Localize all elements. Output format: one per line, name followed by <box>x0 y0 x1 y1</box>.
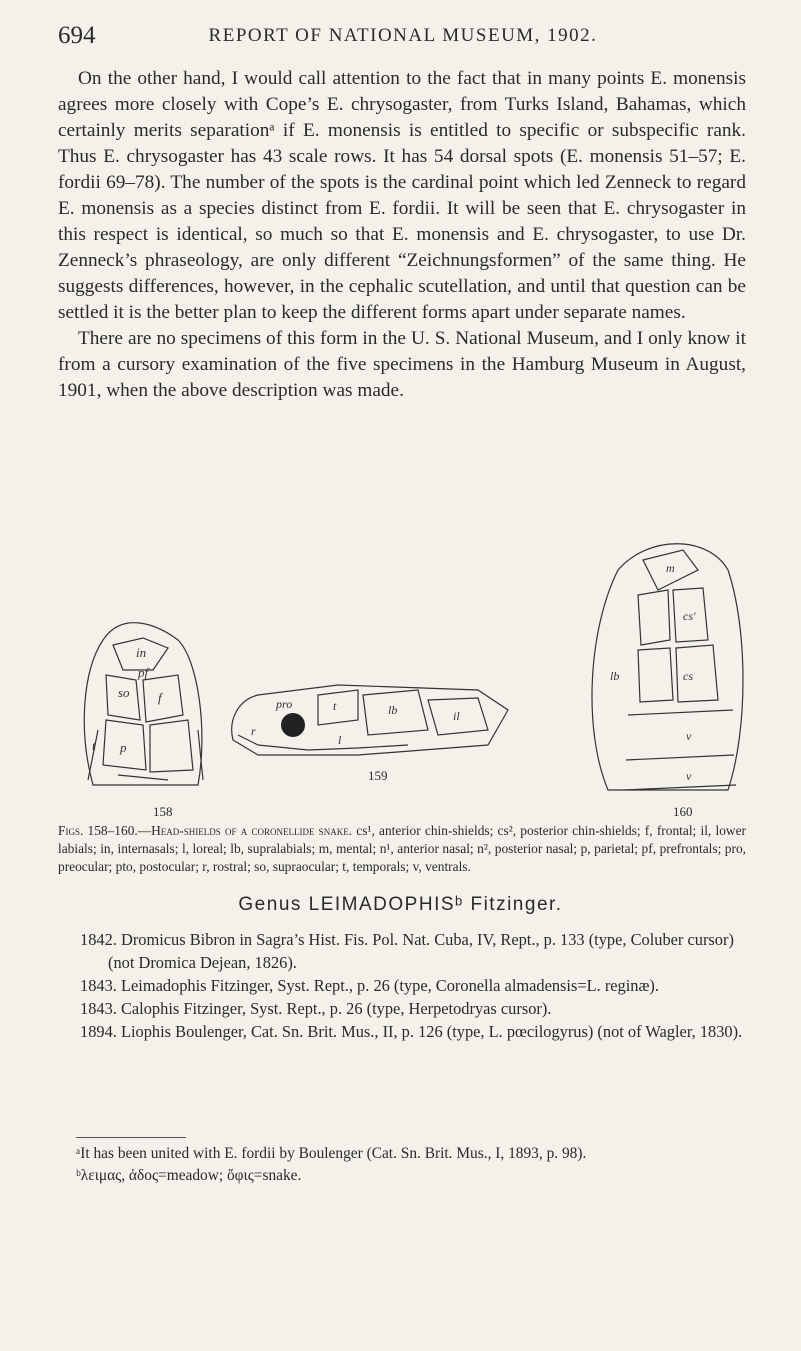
figure-number-158: 158 <box>153 804 173 819</box>
figure-label: cs <box>683 669 693 683</box>
figure-number-159: 159 <box>368 768 388 783</box>
figure-caption <box>58 822 746 876</box>
figure-label: so <box>118 685 130 700</box>
page-header <box>58 22 748 54</box>
paragraph-1: On the other hand, I would call attention to the fact that in many points E. monensis agrees more closely with Cope’s E. chrysogaster, from Turks Island, Bahamas, which certainly merits separationᵃ if E. monensis is entitled to specific or subspecific rank. Thus E. chrysogaster has 43 scale rows. It has 54 dorsal spots (E. monensis 51–57; E. fordii 69–78). The number of the spots is the cardinal point which led Zenneck to regard E. monensis as a species distinct from E. fordii. It will be seen that E. chrysogaster in this respect is identical, so much so that E. monensis and E. chrysogaster, to use Dr. Zenneck’s phraseology, are only different “Zeichnungsformen” of the same thing. He suggests differences, however, in the cephalic scutellation, and until that question can be settled it is the better plan to keep the different forms apart under separate names. <box>58 68 746 323</box>
synonymy-entry: 1842. Dromicus Bibron in Sagra’s Hist. Fis. Pol. Nat. Cuba, IV, Rept., p. 133 (type, Coluber cursor) (not Dromica Dejean, 1826). <box>80 930 734 972</box>
figure-label: r <box>251 724 256 738</box>
figure-label: pro <box>276 697 293 711</box>
figure-label: pf <box>138 665 149 680</box>
figure-label: f <box>158 690 162 705</box>
synonymy-entry: 1894. Liophis Boulenger, Cat. Sn. Brit. Mus., II, p. 126 (type, L. pœcilogyrus) (not of Wagler, 1830). <box>80 1022 743 1041</box>
head-shield-drawings <box>58 530 748 820</box>
footnote-rule <box>76 1137 186 1138</box>
genus-heading: Genus LEIMADOPHISᵇ Fitzinger. <box>238 894 563 915</box>
figure-label: t <box>92 738 96 753</box>
figure-label: lb <box>388 703 398 717</box>
figure-label: m <box>666 561 675 575</box>
figure-159-drawing <box>232 685 508 755</box>
caption-label: Figs. 158–160.—Head-shields of a coronellide snake. <box>58 823 353 838</box>
page-number: 694 <box>58 22 96 49</box>
figure-label: l <box>338 733 342 747</box>
figure-label: p <box>120 740 127 755</box>
figure-label: cs' <box>683 609 696 623</box>
paragraph-2: There are no specimens of this form in the U. S. National Museum, and I only know it from a cursory examination of the five specimens in the Hamburg Museum in August, 1901, when the above description was made. <box>58 328 746 401</box>
running-title: REPORT OF NATIONAL MUSEUM, 1902. <box>208 25 598 46</box>
footnotes <box>76 1143 756 1187</box>
synonymy-entry: 1843. Calophis Fitzinger, Syst. Rept., p. 26 (type, Herpetodryas cursor). <box>80 999 552 1018</box>
figure-158-drawing <box>84 623 203 785</box>
figure-label: il <box>453 709 460 723</box>
footnote-a: ᵃIt has been united with E. fordii by Boulenger (Cat. Sn. Brit. Mus., I, 1893, p. 98). <box>76 1145 587 1162</box>
figure-label: t <box>333 699 337 713</box>
footnote-b: ᵇλειμας, ἁδος=meadow; ὄφις=snake. <box>76 1167 302 1184</box>
figure-160-drawing <box>592 544 743 790</box>
synonymy-entry: 1843. Leimadophis Fitzinger, Syst. Rept., p. 26 (type, Coronella almadensis=L. reginæ). <box>80 976 659 995</box>
figure-label: lb <box>610 669 620 683</box>
caption-text: cs¹, anterior chin-shields; cs², posterior chin-shields; f, frontal; il, lower labials; in, internasals; l, loreal; lb, supralabials; m, mental; n¹, anterior nasal; n², posterior nasal; p, parietal; pf, prefrontals; pro, preocular; pto, postocular; r, rostral; so, supraocular; t, temporals; v, ventrals. <box>58 823 746 874</box>
figures-158-160 <box>58 530 748 820</box>
figure-label: v <box>686 729 692 743</box>
figure-label: in <box>136 645 147 660</box>
figure-label: v <box>686 769 692 783</box>
synonymy-list <box>80 928 746 1043</box>
body-text <box>58 66 746 404</box>
figure-number-160: 160 <box>673 804 693 819</box>
